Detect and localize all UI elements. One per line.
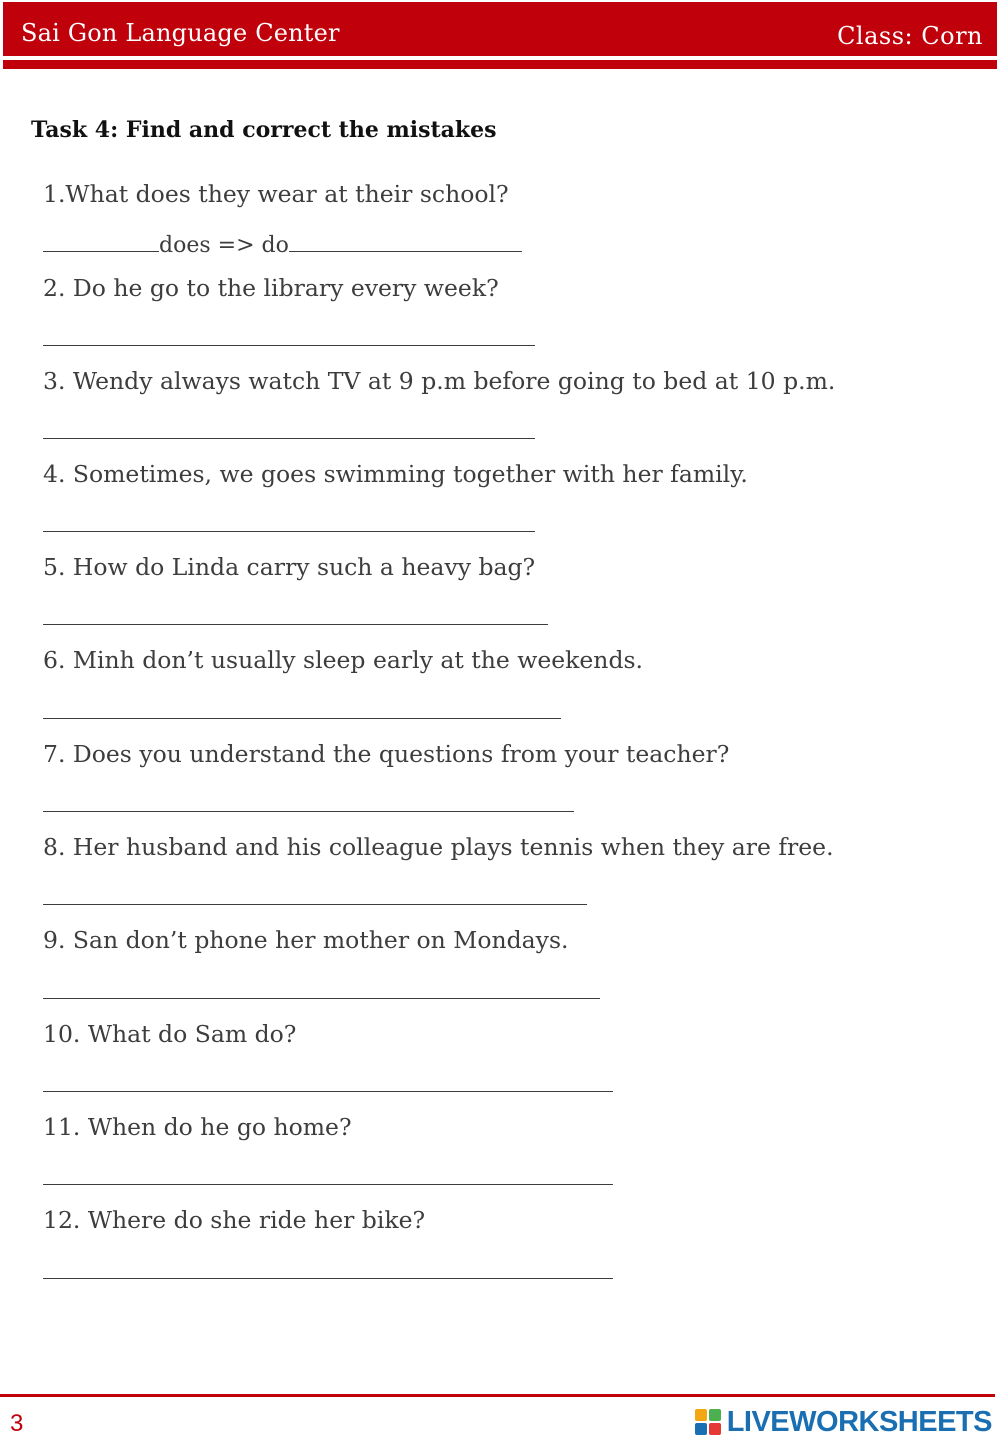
example-arrow: => <box>217 233 255 258</box>
question-4: 4. Sometimes, we goes swimming together with her family. <box>43 460 748 488</box>
class-label: Class: Corn <box>837 22 983 50</box>
answer-line-9[interactable] <box>43 997 600 999</box>
question-3: 3. Wendy always watch TV at 9 p.m before going to bed at 10 p.m. <box>43 367 836 395</box>
example-correct-word: do <box>261 233 289 258</box>
center-name: Sai Gon Language Center <box>21 19 340 47</box>
page-header <box>3 2 997 56</box>
footer-divider <box>0 1394 995 1397</box>
answer-blank-before[interactable] <box>43 229 159 252</box>
answer-line-11[interactable] <box>43 1183 613 1185</box>
liveworksheets-logo-icon <box>695 1409 721 1435</box>
question-11: 11. When do he go home? <box>43 1113 352 1141</box>
example-answer[interactable] <box>43 229 522 258</box>
answer-line-3[interactable] <box>43 437 535 439</box>
task-title: Task 4: Find and correct the mistakes <box>31 117 497 143</box>
question-10: 10. What do Sam do? <box>43 1020 297 1048</box>
answer-blank-after[interactable] <box>289 229 522 252</box>
example-wrong-word: does <box>159 233 211 258</box>
question-7: 7. Does you understand the questions from your teacher? <box>43 740 730 768</box>
answer-line-6[interactable] <box>43 717 561 719</box>
question-6: 6. Minh don’t usually sleep early at the weekends. <box>43 646 644 674</box>
answer-line-2[interactable] <box>43 344 535 346</box>
page-number: 3 <box>10 1410 24 1437</box>
question-8: 8. Her husband and his colleague plays tennis when they are free. <box>43 833 834 861</box>
answer-line-10[interactable] <box>43 1090 613 1092</box>
watermark[interactable] <box>695 1407 992 1437</box>
answer-line-12[interactable] <box>43 1277 613 1279</box>
answer-line-8[interactable] <box>43 903 587 905</box>
answer-line-7[interactable] <box>43 810 574 812</box>
watermark-text: LIVEWORKSHEETS <box>726 1405 992 1438</box>
question-5: 5. How do Linda carry such a heavy bag? <box>43 553 536 581</box>
question-12: 12. Where do she ride her bike? <box>43 1206 426 1234</box>
answer-line-4[interactable] <box>43 530 535 532</box>
question-2: 2. Do he go to the library every week? <box>43 274 499 302</box>
question-9: 9. San don’t phone her mother on Mondays. <box>43 926 569 954</box>
header-divider <box>3 60 997 69</box>
question-1: 1.What does they wear at their school? <box>43 180 509 208</box>
answer-line-5[interactable] <box>43 623 548 625</box>
